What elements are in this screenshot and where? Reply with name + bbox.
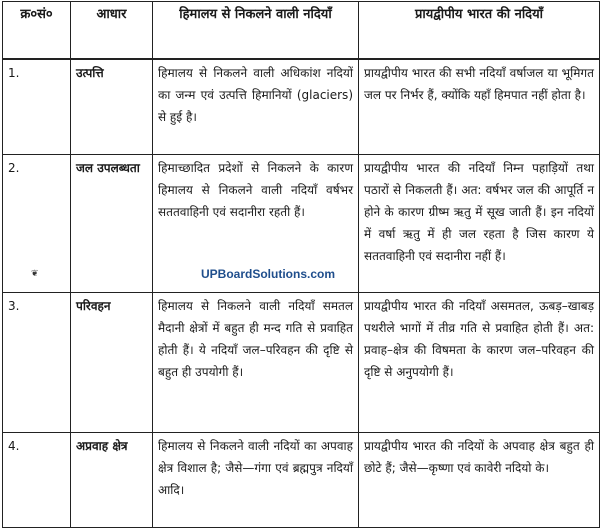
peninsular-cell: प्रायद्वीपीय भारत की नदियाँ असमतल, ऊबड़–खाबड़ पथरीले भागों में तीव्र गति से प्रवाहित होती हैं। अत: प्रवाह–क्षेत्र की विषमता के कारण जल–परिवहन की दृष्टि से अनुपयोगी हैं।	[359, 292, 600, 432]
header-basis: आधार	[71, 2, 153, 60]
table-row	[3, 432, 600, 527]
himalayan-cell: हिमालय से निकलने वाली नदियों का अपवाह क्षेत्र विशाल है; जैसे—गंगा एवं ब्रह्मपुत्र नदियाँ आदि।	[153, 432, 359, 527]
row-basis: अप्रवाह क्षेत्र	[71, 432, 153, 527]
peninsular-cell: प्रायद्वीपीय भारत की सभी नदियाँ वर्षाजल या भूमिगत जल पर निर्भर हैं, क्योंकि यहाँ हिमपात नहीं होता है।	[359, 59, 600, 154]
row-number: 4.	[3, 432, 71, 527]
row-basis: परिवहन	[71, 292, 153, 432]
site-watermark: UPBoardSolutions.com	[201, 267, 336, 281]
table-row	[3, 292, 600, 432]
row-basis: जल उपलब्धता	[71, 154, 153, 292]
header-serial: क्र०सं०	[3, 2, 71, 60]
row-number: 3.	[3, 292, 71, 432]
himalayan-cell: हिमालय से निकलने वाली अधिकांश नदियों का जन्म एवं उत्पत्ति हिमानियों (glaciers) से हुई है।	[153, 59, 359, 154]
himalayan-cell: हिमाच्छादित प्रदेशों से निकलने के कारण हिमालय से निकलने वाली नदियाँ वर्षभर सततवाहिनी एवं सदानीरा रहती हैं।	[153, 154, 359, 292]
peninsular-cell: प्रायद्वीपीय भारत की नदियाँ निम्न पहाड़ियों तथा पठारों से निकलती हैं। अत: वर्षभर जल की आपूर्ति न होने के कारण ग्रीष्म ऋतु में सूख जाती हैं। इन नदियों में वर्षा ऋतु में ही जल रहता है जिस कारण ये सततवाहिनी एवं सदानीरा नहीं हैं।	[359, 154, 600, 292]
row-number: 2.	[3, 154, 71, 292]
rivers-comparison-table	[2, 1, 600, 528]
header-himalayan-rivers: हिमालय से निकलने वाली नदियाँ	[153, 2, 359, 60]
stray-mark: ❦	[31, 269, 39, 279]
himalayan-cell: हिमालय से निकलने वाली नदियाँ समतल मैदानी क्षेत्रों में बहुत ही मन्द गति से प्रवाहित होती हैं। ये नदियाँ जल–परिवहन की दृष्टि से बहुत ही उपयोगी हैं।	[153, 292, 359, 432]
table-row	[3, 59, 600, 154]
row-basis: उत्पत्ति	[71, 59, 153, 154]
peninsular-cell: प्रायद्वीपीय भारत की नदियों के अपवाह क्षेत्र बहुत ही छोटे हैं; जैसे—कृष्णा एवं कावेरी नदियो के।	[359, 432, 600, 527]
row-number: 1.	[3, 59, 71, 154]
table-header-row	[3, 2, 600, 60]
header-peninsular-rivers: प्रायद्वीपीय भारत की नदियाँ	[359, 2, 600, 60]
